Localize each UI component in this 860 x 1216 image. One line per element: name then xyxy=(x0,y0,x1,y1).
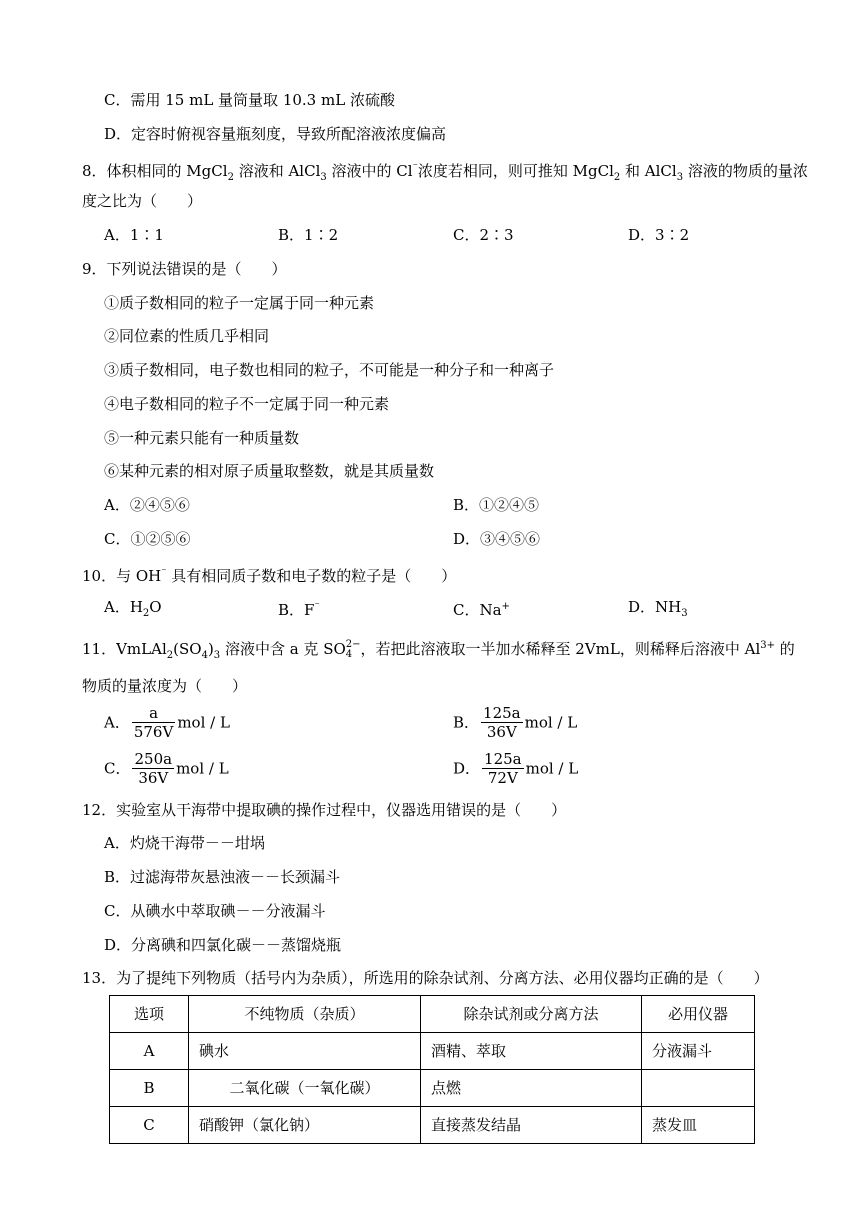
q12-option-b: B．过滤海带灰悬浊液－－长颈漏斗 xyxy=(104,868,341,886)
table-cell: A xyxy=(110,1033,189,1070)
q11-formula: $VmLAl_2(SO_4)_3$ xyxy=(116,640,221,661)
q10-option-a: A．$H_2O$ xyxy=(104,598,162,619)
fraction: $\frac{125a}{36V}$ xyxy=(483,704,521,741)
table-cell: 二氧化碳（一氧化碳） xyxy=(189,1070,421,1107)
q9-option-c: C．①②⑤⑥ xyxy=(104,530,191,548)
table-row xyxy=(110,1070,755,1107)
q8-option-a: A．1∶1 xyxy=(104,226,164,244)
q11-stem-line1: 11．$VmLAl_2(SO_4)_3$ 溶液中含 a 克 SO 2− 4 ，若把此溶液取一半加水稀释至 2VmL，则稀释后溶液中 $Al^{3+}$ 的 xyxy=(82,639,795,661)
table-row xyxy=(110,1033,755,1070)
q9-option-b: B．①②④⑤ xyxy=(453,496,540,514)
table-cell: B xyxy=(110,1070,189,1107)
fraction: $\frac{a}{576V}$ xyxy=(133,704,174,741)
q9-option-a: A．②④⑤⑥ xyxy=(104,496,190,514)
q13-stem: 13．为了提纯下列物质（括号内为杂质），所选用的除杂试剂、分离方法、必用仪器均正确的是（ ） xyxy=(82,969,769,987)
table-cell xyxy=(642,1070,755,1107)
q10-option-b: B．F⁻ xyxy=(278,601,320,619)
q9-item-4: ④电子数相同的粒子不一定属于同一种元素 xyxy=(104,395,390,413)
q9-item-2: ②同位素的性质几乎相同 xyxy=(104,327,270,345)
q8-option-d: D．3∶2 xyxy=(628,226,690,244)
q9-item-1: ①质子数相同的粒子一定属于同一种元素 xyxy=(104,294,375,312)
q9-item-6: ⑥某种元素的相对原子质量取整数，就是其质量数 xyxy=(104,462,435,480)
q11-option-b: B． $\frac{125a}{36V}$ mol / L xyxy=(453,704,578,741)
q9-stem: 9．下列说法错误的是（ ） xyxy=(82,260,287,278)
table-cell: 直接蒸发结晶 xyxy=(421,1107,642,1144)
table-row xyxy=(110,1107,755,1144)
table-cell: 分液漏斗 xyxy=(642,1033,755,1070)
table-header: 选项 xyxy=(110,996,189,1033)
table-cell: C xyxy=(110,1107,189,1144)
table-cell: 碘水 xyxy=(189,1033,421,1070)
table-cell: 点燃 xyxy=(421,1070,642,1107)
q9-option-d: D．③④⑤⑥ xyxy=(453,530,541,548)
q9-item-3: ③质子数相同，电子数也相同的粒子，不可能是一种分子和一种离子 xyxy=(104,361,555,379)
q13-table xyxy=(109,995,755,1144)
fraction: $\frac{250a}{36V}$ xyxy=(134,750,173,787)
q12-option-d: D．分离碘和四氯化碳－－蒸馏烧瓶 xyxy=(104,936,342,954)
fraction: $\frac{125a}{72V}$ xyxy=(484,750,522,787)
table-header: 不纯物质（杂质） xyxy=(189,996,421,1033)
q8-option-b: B．1∶2 xyxy=(278,226,339,244)
q7-option-c: C．需用 15 mL 量筒量取 10.3 mL 浓硫酸 xyxy=(104,91,395,109)
q11-option-a: A． $\frac{a}{576V}$ mol / L xyxy=(104,704,230,741)
q11-stem-line2: 物质的量浓度为（ ） xyxy=(82,677,248,695)
q9-item-5: ⑤一种元素只能有一种质量数 xyxy=(104,429,300,447)
q10-option-d: D．$NH_3$ xyxy=(628,598,688,619)
q11-option-d: D． $\frac{125a}{72V}$ mol / L xyxy=(453,750,579,787)
q12-stem: 12．实验室从干海带中提取碘的操作过程中，仪器选用错误的是（ ） xyxy=(82,801,567,819)
q12-option-c: C．从碘水中萃取碘－－分液漏斗 xyxy=(104,902,326,920)
table-header-row xyxy=(110,996,755,1033)
q8-stem-line1: 8．体积相同的 MgCl$_2$ 溶液和 AlCl$_3$ 溶液中的 Cl⁻浓度若相同，则可推知 MgCl$_2$ 和 AlCl$_3$ 溶液的物质的量浓 xyxy=(82,162,808,183)
q8-option-c: C．2∶3 xyxy=(453,226,514,244)
q11-option-c: C． $\frac{250a}{36V}$ mol / L xyxy=(104,750,229,787)
table-header: 除杂试剂或分离方法 xyxy=(421,996,642,1033)
q7-option-d: D．定容时俯视容量瓶刻度，导致所配溶液浓度偏高 xyxy=(104,125,447,143)
q12-option-a: A．灼烧干海带－－坩埚 xyxy=(104,834,265,852)
table-cell: 蒸发皿 xyxy=(642,1107,755,1144)
table-cell: 硝酸钾（氯化钠） xyxy=(189,1107,421,1144)
q8-stem-line2: 度之比为（ ） xyxy=(82,192,203,210)
q10-stem: 10．与 OH⁻ 具有相同质子数和电子数的粒子是（ ） xyxy=(82,567,457,585)
q10-option-c: C．Na+ xyxy=(453,601,510,619)
table-cell: 酒精、萃取 xyxy=(421,1033,642,1070)
table-header: 必用仪器 xyxy=(642,996,755,1033)
